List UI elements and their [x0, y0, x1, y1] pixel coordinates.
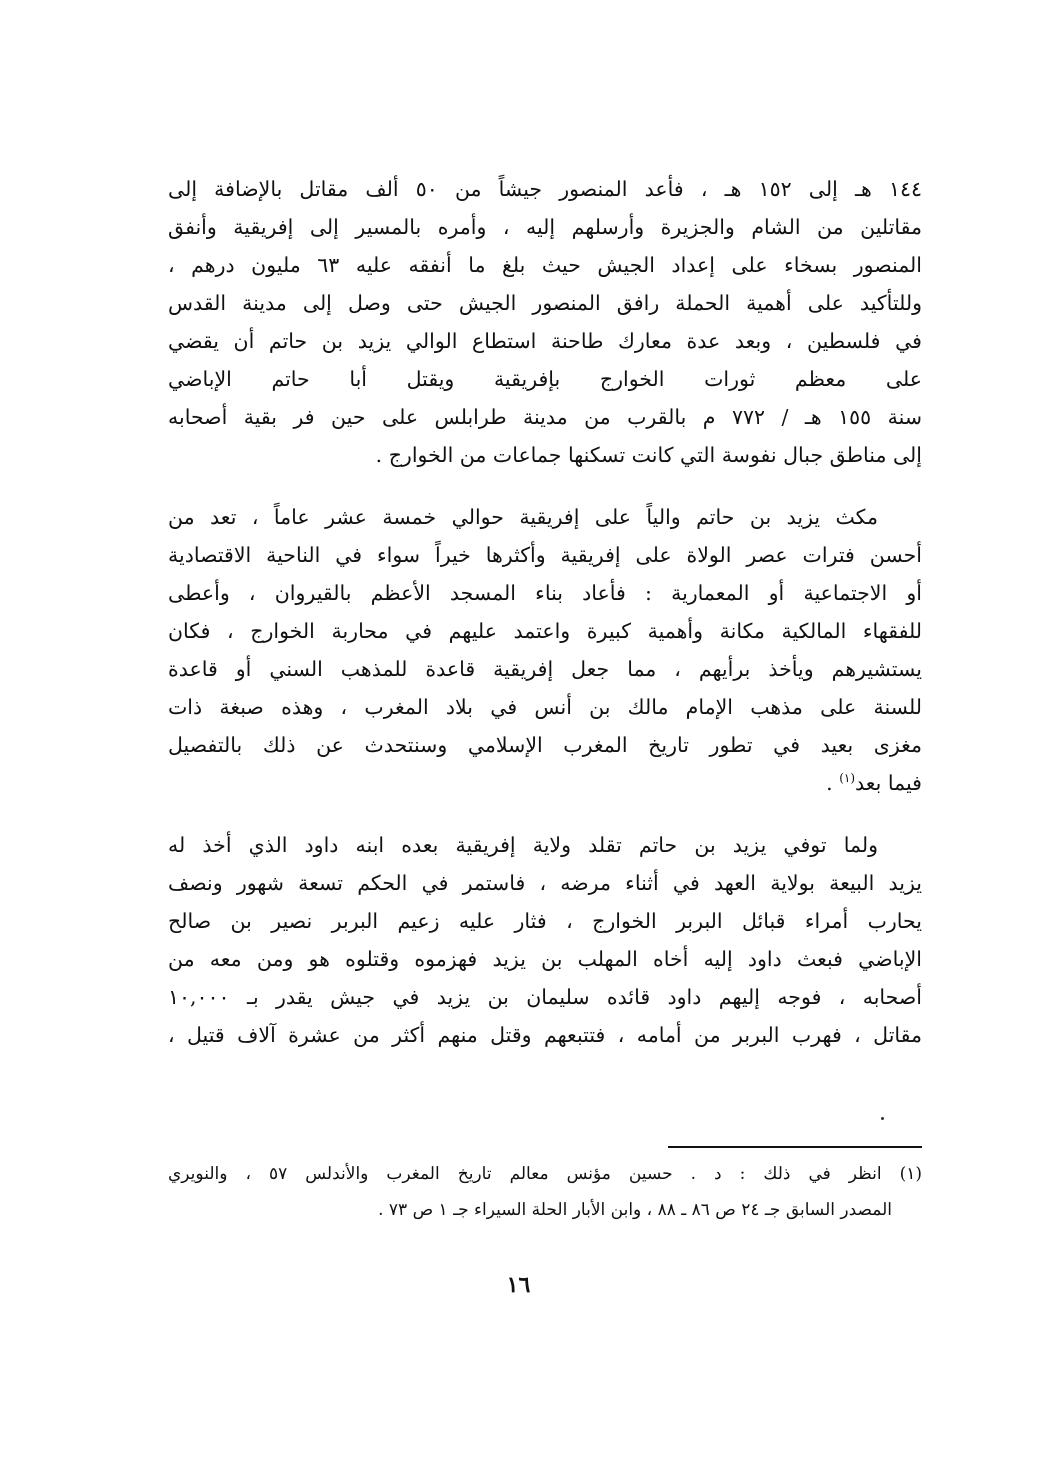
paragraph-2	[168, 498, 922, 802]
footnote-reference[interactable]: (١)	[839, 771, 856, 786]
paragraph-3	[168, 826, 922, 1054]
text-line: الإباضي فبعث داود إليه أخاه المهلب بن يزيد فهزموه وقتلوه هو ومن معه من	[168, 947, 922, 971]
text-line: ١٤٤ هـ إلى ١٥٢ هـ ، فأعد المنصور جيشاً من ٥٠ ألف مقاتل بالإضافة إلى	[168, 177, 922, 201]
text-line: أصحابه ، فوجه إليهم داود قائده سليمان بن يزيد في جيش يقدر بـ ١٠,٠٠٠	[168, 985, 922, 1009]
text-line: إلى مناطق جبال نفوسة التي كانت تسكنها جماعات من الخوارج .	[375, 443, 922, 467]
text-line: في فلسطين ، وبعد عدة معارك طاحنة استطاع الوالي يزيد بن حاتم أن يقضي	[168, 329, 922, 353]
text-line: سنة ١٥٥ هـ / ٧٧٢ م بالقرب من مدينة طرابلس على حين فر بقية أصحابه	[168, 405, 922, 429]
scan-speck	[881, 1117, 884, 1120]
footnote-divider	[668, 1146, 922, 1148]
text-line: مقاتلين من الشام والجزيرة وأرسلهم إليه ، وأمره بالمسير إلى إفريقية وأنفق	[168, 215, 922, 239]
text-fragment: فيما بعد	[855, 771, 922, 795]
text-line: المنصور بسخاء على إعداد الجيش حيث بلغ ما أنفقه عليه ٦٣ مليون درهم ،	[168, 253, 922, 277]
footnote-line: (١) انظر في ذلك : د . حسين مؤنس معالم تاريخ المغرب والأندلس ٥٧ ، والنويري	[168, 1164, 922, 1184]
text-line: أو الاجتماعية أو المعمارية : فأعاد بناء المسجد الأعظم بالقيروان ، وأعطى	[168, 581, 922, 605]
text-line: مقاتل ، فهرب البربر من أمامه ، فتتبعهم وقتل منهم أكثر من عشرة آلاف قتيل ،	[168, 1023, 922, 1047]
text-line: يستشيرهم ويأخذ برأيهم ، مما جعل إفريقية قاعدة للمذهب السني أو قاعدة	[168, 657, 922, 681]
text-line: مغزى بعيد في تطور تاريخ المغرب الإسلامي وسنتحدث عن ذلك بالتفصيل	[168, 733, 922, 757]
text-line: وللتأكيد على أهمية الحملة رافق المنصور الجيش حتى وصل إلى مدينة القدس	[168, 291, 922, 315]
footnote-line: المصدر السابق جـ ٢٤ ص ٨٦ ـ ٨٨ ، وابن الأبار الحلة السيراء جـ ١ ص ٧٣ .	[378, 1200, 892, 1220]
text-fragment: .	[826, 771, 840, 795]
footnotes	[168, 1156, 922, 1228]
text-line: للسنة على مذهب الإمام مالك بن أنس في بلاد المغرب ، وهذه صبغة ذات	[168, 695, 922, 719]
page-number: ١٦	[506, 1272, 531, 1298]
text-line: على معظم ثورات الخوارج بإفريقية ويقتل أبا حاتم الإباضي	[168, 367, 922, 391]
text-line: يحارب أمراء قبائل البربر الخوارج ، فثار عليه زعيم البربر نصير بن صالح	[168, 909, 922, 933]
text-line: للفقهاء المالكية مكانة وأهمية كبيرة واعتمد عليهم في محاربة الخوارج ، فكان	[168, 619, 922, 643]
text-line: مكث يزيد بن حاتم والياً على إفريقية حوالي خمسة عشر عاماً ، تعد من	[168, 505, 878, 529]
paragraph-1	[168, 170, 922, 474]
main-text	[168, 170, 922, 1054]
text-line: أحسن فترات عصر الولاة على إفريقية وأكثرها خيراً سواء في الناحية الاقتصادية	[168, 543, 922, 567]
text-line-final	[168, 764, 922, 802]
text-line: يزيد البيعة بولاية العهد في أثناء مرضه ، فاستمر في الحكم تسعة شهور ونصف	[168, 871, 922, 895]
text-line: ولما توفي يزيد بن حاتم تقلد ولاية إفريقية بعده ابنه داود الذي أخذ له	[168, 833, 878, 857]
